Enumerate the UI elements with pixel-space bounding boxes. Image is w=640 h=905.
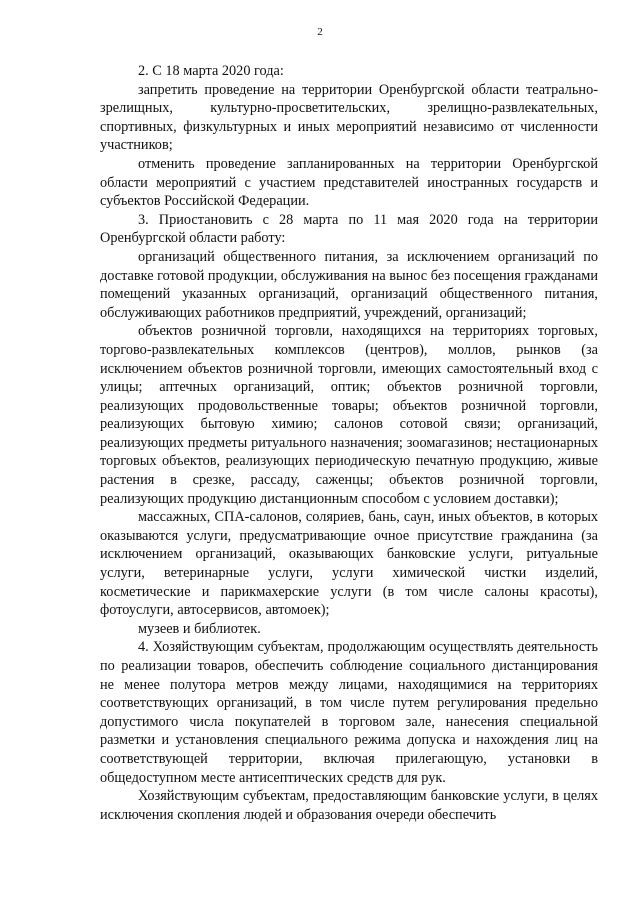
paragraph-item-4-distancing: 4. Хозяйствующим субъектам, продолжающим осуществлять деятельность по реализации товаров, обеспечить соблюдение социального дистанцирования не менее полутора метров между лицами, находящимися на территориях соответствующих организаций, в том числе путем регулирования предельно допустимого числа покупателей в торговом зале, нанесения специальной разметки и установления специального режима допуска и нахождения лиц на соответствующей территории, включая прилегающую, установки в общедоступном месте антисептических средств для рук. — [100, 639, 598, 786]
paragraph-museums: музеев и библиотек. — [138, 620, 261, 637]
paragraph-cancel-foreign-events: отменить проведение запланированных на территории Оренбургской области мероприятий с участием представителей иностранных государств и субъектов Российской Федерации. — [100, 155, 598, 210]
paragraph-item-3-suspend: 3. Приостановить с 28 марта по 11 мая 2020 года на территории Оренбургской области работу: — [100, 211, 598, 247]
paragraph-ban-events: запретить проведение на территории Оренбургской области театрально-зрелищных, культурно-просветительских, зрелищно-развлекательных, спортивных, физкультурных и иных мероприятий независимо от численности участников; — [100, 81, 598, 154]
paragraph-catering: организаций общественного питания, за исключением организаций по доставке готовой продукции, обслуживания на вынос без посещения гражданами помещений указанных организаций, организаций общественного питания, обслуживающих работников предприятий, учреждений, организаций; — [100, 248, 598, 321]
paragraph-item-2-heading: 2. С 18 марта 2020 года: — [138, 63, 284, 79]
page-number: 2 — [317, 26, 323, 38]
document-body — [100, 62, 598, 824]
paragraph-retail: объектов розничной торговли, находящихся на территориях торговых, торгово-развлекательных комплексов (центров), моллов, рынков (за исключением объектов розничной торговли, имеющих самостоятельный вход с улицы; аптечных организаций, оптик; объектов розничной торговли, реализующих продовольственные товары; объектов розничной торговли, реализующих бытовую химию; салонов сотовой связи; организаций, реализующих предметы ритуального назначения; зоомагазинов; нестационарных торговых объектов, реализующих периодическую печатную продукцию, живые растения в срезке, рассаду, саженцы; объектов розничной торговли, реализующих продукцию дистанционным способом с условием доставки); — [100, 323, 598, 507]
paragraph-banking: Хозяйствующим субъектам, предоставляющим банковские услуги, в целях исключения скопления людей и образования очереди обеспечить — [100, 788, 598, 823]
paragraph-services: массажных, СПА-салонов, соляриев, бань, саун, иных объектов, в которых оказываются услуги, предусматривающие очное присутствие гражданина (за исключением организаций, оказывающих банковские услуги, ритуальные услуги, ветеринарные услуги, услуги химической чистки изделий, косметические и парикмахерские услуги (в том числе салоны красоты), фотоуслуги, автосервисов, автомоек); — [100, 509, 598, 619]
